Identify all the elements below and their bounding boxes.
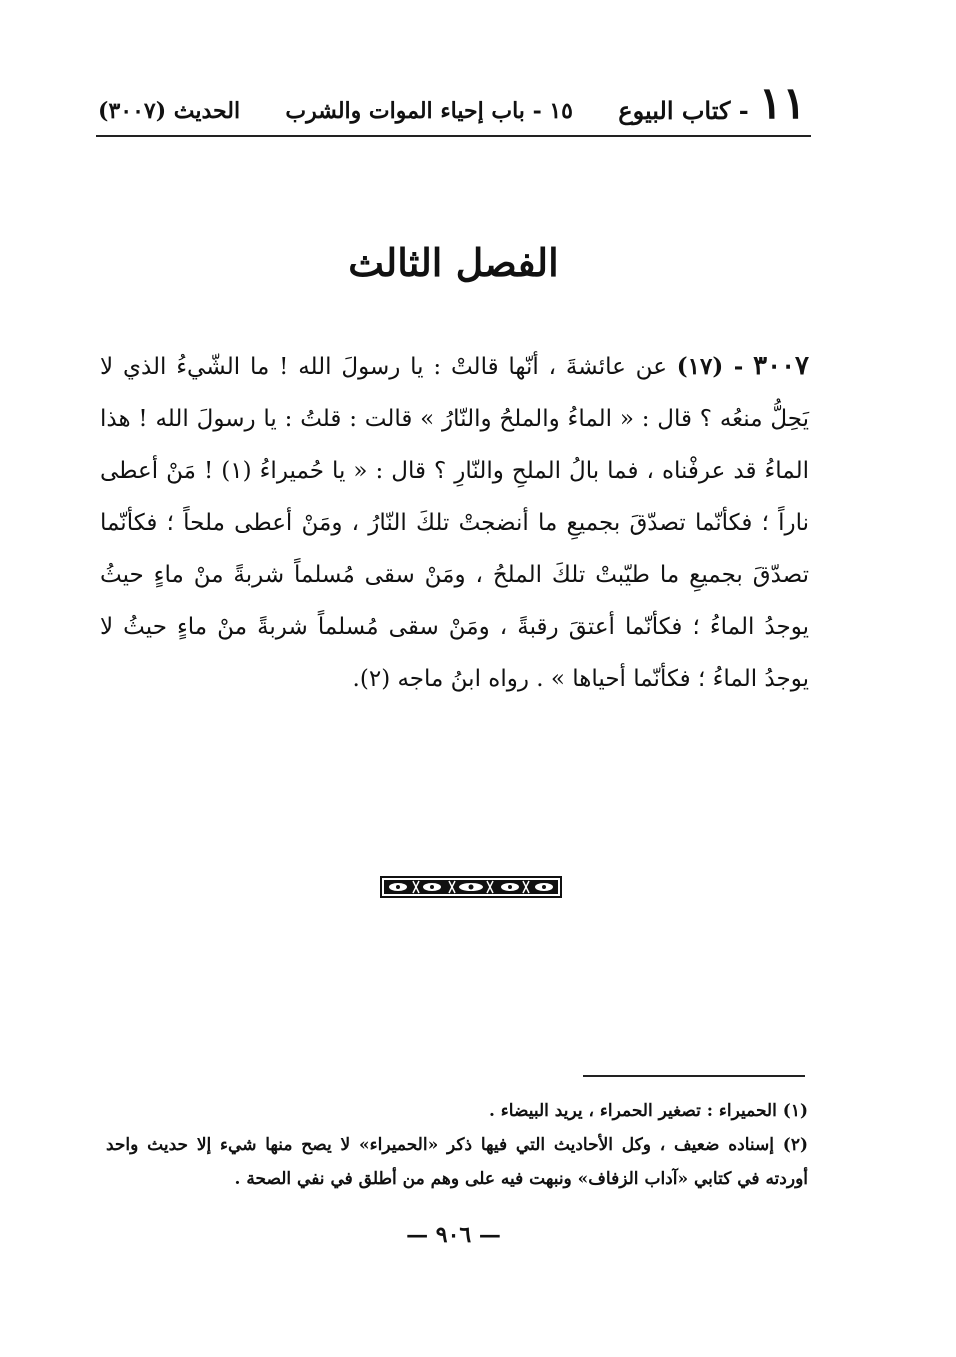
footnote-divider [583, 1075, 805, 1077]
header-divider [96, 135, 811, 137]
hadith-number: ٣٠٠٧ [753, 351, 809, 381]
footnote-2: (٢) إسناده ضعيف ، وكل الأحاديث التي فيها ذكر «الحميراء» لا يصح منها شيء إلا حديث واحد أوردته في كتابي «آداب الزفاف» ونبهت فيه على وهم من أطلق في نفي الصحة . [106, 1135, 808, 1189]
hadith-reference: الحديث (٣٠٠٧) [98, 98, 241, 125]
chapter-title: ١٥ - باب إحياء الموات والشرب [285, 98, 573, 125]
ornament-divider [380, 876, 562, 898]
header-book [618, 78, 806, 129]
footnote-1: (١) الحميراء : تصغير الحمراء ، يريد البيضاء . [488, 1101, 808, 1121]
page-number: — ٩٠٦ — [406, 1222, 501, 1248]
hadith-text: عن عائشةَ ، أنّها قالتْ : يا رسولَ الله ! ما الشّيءُ الذي لا يَحِلُّ منعُه ؟ قال : « الماءُ والملحُ والنّارُ » قالت : قلتُ : يا رسولَ الله ! هذا الماءُ قد عرفْناه ، فما بالُ الملحِ والنّارِ ؟ قال : « يا حُميراءُ (١) ! مَنْ أعطى ناراً ؛ فكأنّما تصدّقَ بجميعِ ما أنضجتْ تلكَ النّارُ ، ومَنْ أعطى ملحاً ؛ فكأنّما تصدّقَ بجميعِ ما طيّبتْ تلكَ الملحُ ، ومَنْ سقى مُسلماً شربةً منْ ماءٍ حيثُ يوجدُ الماءُ ؛ فكأنّما أعتقَ رقبةً ، ومَنْ سقى مُسلماً شربةً منْ ماءٍ حيثُ لا يوجدُ الماءُ ؛ فكأنّما أحياها » . رواه ابنُ ماجه (٢). [100, 354, 809, 692]
book-title: - كتاب البيوع [618, 95, 749, 125]
section-title: الفصل الثالث [348, 240, 559, 285]
hadith-body [100, 340, 809, 705]
hadith-sub-number: - (١٧) [676, 353, 744, 380]
footnotes [106, 1094, 808, 1196]
running-header [98, 78, 806, 129]
book-number: ١١ [758, 78, 806, 129]
